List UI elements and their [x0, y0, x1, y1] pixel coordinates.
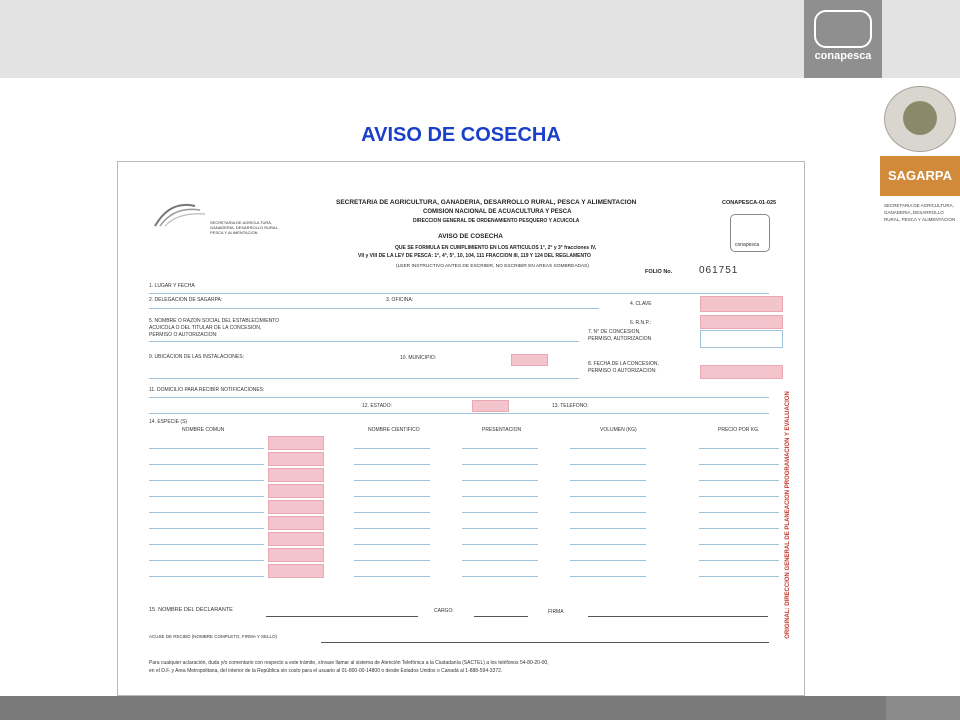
species-line [462, 464, 538, 465]
field-2-label: 2. DELEGACION DE SAGARPA: [149, 297, 223, 303]
species-line [462, 448, 538, 449]
species-line [699, 480, 779, 481]
species-line [462, 560, 538, 561]
field-7-box [700, 330, 783, 348]
bottom-bar [0, 696, 960, 720]
column-volume: VOLUMEN (KG) [600, 427, 637, 433]
species-line [699, 464, 779, 465]
field-1-label: 1. LUGAR Y FECHA [149, 283, 195, 289]
harvest-notice-form [117, 161, 805, 696]
form-legal-2: VII y VIII DE LA LEY DE PESCA: 1°, 4°, 5°, 10, 104, 111 FRACCION III, 119 Y 124 DEL REGLAMENTO [358, 253, 591, 259]
species-line [149, 576, 264, 577]
conapesca-logo-text: conapesca [814, 50, 872, 62]
field-7-label-b: PERMISO, AUTORIZACION [588, 336, 652, 342]
species-line [699, 560, 779, 561]
species-line [462, 528, 538, 529]
form-conapesca-text: conapesca [735, 242, 760, 248]
species-line [462, 544, 538, 545]
species-line [570, 512, 646, 513]
field-12-shaded [472, 400, 509, 412]
form-title: AVISO DE COSECHA [438, 233, 503, 240]
field-8-shaded [700, 365, 783, 379]
form-ministry: SECRETARIA DE AGRICULTURA, GANADERIA, DESARROLLO RURAL, PESCA Y ALIMENTACION [336, 199, 637, 206]
slide-title: AVISO DE COSECHA [361, 124, 561, 146]
species-line [699, 528, 779, 529]
species-line [570, 544, 646, 545]
species-line [149, 464, 264, 465]
species-shaded-cell [268, 516, 324, 530]
field-8-label-b: PERMISO O AUTORIZACION: [588, 368, 657, 374]
species-line [570, 528, 646, 529]
receipt-label: ACUSE DE RECIBO (NOMBRE COMPLETO, FIRMA Y SELLO) [149, 634, 278, 639]
form-commission: COMISION NACIONAL DE ACUACULTURA Y PESCA [423, 209, 572, 215]
species-line [570, 560, 646, 561]
species-line [354, 480, 430, 481]
column-price: PRECIO POR KG. [718, 427, 760, 433]
sagarpa-subtitle: SECRETARIA DE AGRICULTURA, GANADERIA, DESARROLLO RURAL, PESCA Y ALIMENTACION [884, 203, 956, 222]
species-line [699, 448, 779, 449]
species-line [354, 464, 430, 465]
column-common-name: NOMBRE COMUN [182, 427, 225, 433]
field-14-label: 14. ESPECIE (S) [149, 419, 188, 425]
species-line [462, 496, 538, 497]
species-line [570, 576, 646, 577]
species-shaded-cell [268, 468, 324, 482]
field-4-shaded [700, 296, 783, 312]
vertical-note [778, 302, 790, 696]
species-line [354, 560, 430, 561]
species-line [354, 496, 430, 497]
species-line [570, 448, 646, 449]
species-line [149, 496, 264, 497]
signature-label: FIRMA [548, 609, 564, 615]
species-line [354, 528, 430, 529]
species-line [699, 544, 779, 545]
mexico-seal-icon [884, 86, 956, 152]
species-line [699, 496, 779, 497]
field-10-label: 10. MUNICIPIO: [400, 355, 437, 361]
folio-number: 061751 [699, 265, 739, 276]
field-7-label-a: 7. N° DE CONCESION, [588, 329, 641, 335]
field-6-shaded [700, 315, 783, 329]
field-8-label-a: 8. FECHA DE LA CONCESION, [588, 361, 659, 367]
folio-label: FOLIO No. [645, 269, 673, 275]
species-line [149, 480, 264, 481]
conapesca-logo [804, 0, 882, 78]
column-scientific-name: NOMBRE CIENTIFICO [368, 427, 420, 433]
species-line [699, 512, 779, 513]
species-shaded-cell [268, 564, 324, 578]
species-line [354, 576, 430, 577]
species-line [462, 480, 538, 481]
species-line [462, 576, 538, 577]
conapesca-emblem-icon [814, 10, 872, 48]
species-line [570, 464, 646, 465]
field-5-label-a: 5. NOMBRE O RAZON SOCIAL DEL ESTABLECIMIENTO [149, 318, 280, 324]
form-legal-1: QUE SE FORMULA EN CUMPLIMIENTO EN LOS ARTICULOS 1°, 2° y 3° fracciones IV, [395, 245, 597, 251]
species-line [354, 448, 430, 449]
field-12-label: 12. ESTADO: [362, 403, 392, 409]
form-code: CONAPESCA-01-025 [722, 200, 777, 206]
field-15-label: 15. NOMBRE DEL DECLARANTE [149, 607, 233, 613]
field-11-label: 11. DOMICILIO PARA RECIBIR NOTIFICACIONES: [149, 387, 265, 393]
bottom-bar-cap [886, 696, 960, 720]
species-line [462, 512, 538, 513]
field-10-shaded [511, 354, 548, 366]
species-line [354, 544, 430, 545]
species-line [149, 448, 264, 449]
form-instructions: (LEER INSTRUCTIVO ANTES DE ESCRIBIR, NO ESCRIBIR EN AREAS SOMBREADAS) [396, 264, 589, 269]
species-shaded-cell [268, 436, 324, 450]
footer-line-2: en el D.F. y Area Metropolitana, del interior de la República sin costo para el usuario al 01-800-00-14800 o desde Estados Unidos o Canadá al 1-888-594-3372. [149, 668, 503, 674]
species-line [149, 560, 264, 561]
field-5-label-b: ACUICOLA O DEL TITULAR DE LA CONCESION, [149, 325, 262, 331]
sagarpa-form-logo-icon [150, 198, 210, 232]
species-line [354, 512, 430, 513]
form-logo-caption: SECRETARIA DE AGRICULTURA, GANADERIA, DESARROLLO RURAL, PESCA Y ALIMENTACION [210, 220, 279, 235]
field-9-label: 9. UBICACION DE LAS INSTALACIONES: [149, 354, 244, 360]
species-line [570, 480, 646, 481]
vertical-note-text: ORIGINAL: DIRECCION GENERAL DE PLANEACION PROGRAMACION Y EVALUACION [785, 391, 791, 639]
field-4-label: 4. CLAVE [630, 301, 652, 307]
species-line [149, 528, 264, 529]
field-3-label: 3. OFICINA: [386, 297, 414, 303]
form-direction: DIRECCION GENERAL DE ORDENAMIENTO PESQUERO Y ACUICOLA [413, 218, 580, 224]
species-shaded-cell [268, 484, 324, 498]
species-shaded-cell [268, 500, 324, 514]
field-5-label-c: PERMISO O AUTORIZACION: [149, 332, 218, 338]
field-13-label: 13. TELEFONO: [552, 403, 589, 409]
column-presentation: PRESENTACION [482, 427, 522, 433]
footer-line-1: Para cualquier aclaración, duda y/o comentario con respecto a este trámite, sírvase llamar al sistema de Atención Telefónica a la Ciudadanía (SACTEL) a los teléfonos 54-80-20-00, [149, 660, 549, 666]
species-line [570, 496, 646, 497]
species-line [699, 576, 779, 577]
species-shaded-cell [268, 452, 324, 466]
species-shaded-cell [268, 532, 324, 546]
species-line [149, 512, 264, 513]
position-label: CARGO: [434, 608, 454, 614]
species-line [149, 544, 264, 545]
sagarpa-logo: SAGARPA [880, 156, 960, 196]
species-shaded-cell [268, 548, 324, 562]
field-6-label: 6. R.N.P.: [630, 320, 652, 326]
